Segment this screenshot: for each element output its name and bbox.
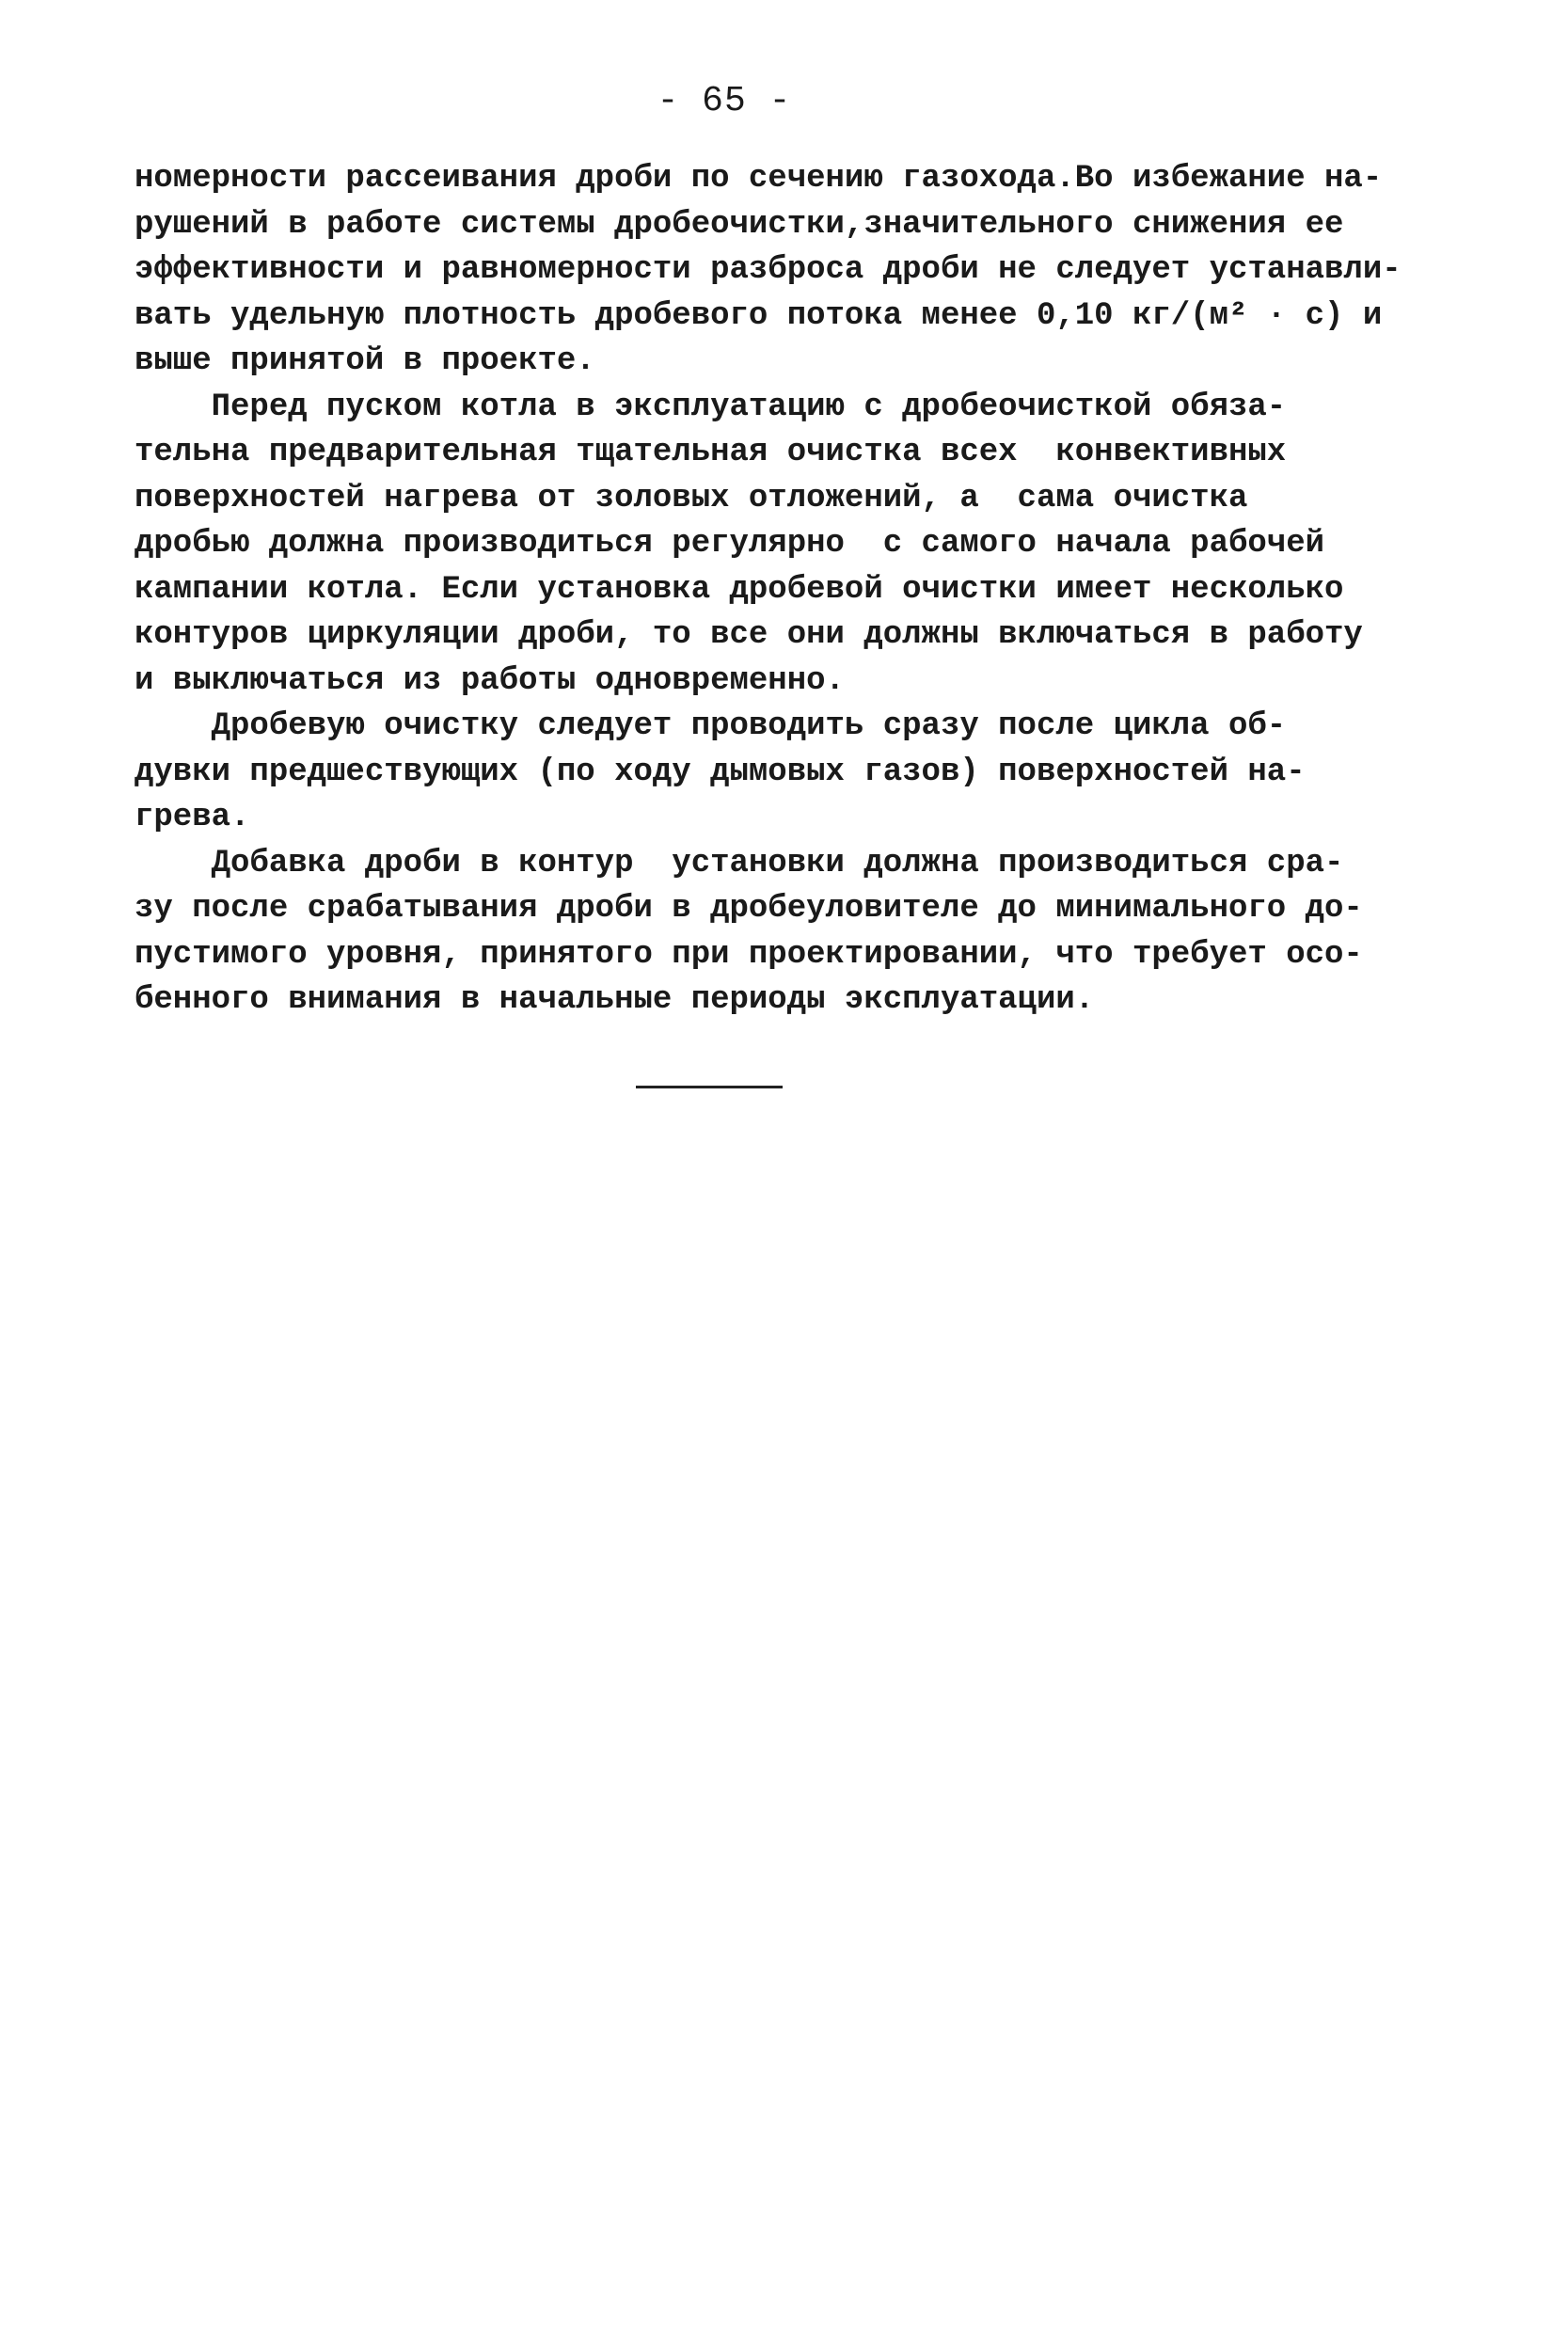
page-number: - 65 - bbox=[657, 81, 792, 121]
text-line: и выключаться из работы одновременно. bbox=[135, 662, 845, 699]
text-line: номерности рассеивания дроби по сечению газохода.Во избежание на- bbox=[135, 161, 1383, 197]
text-line: зу после срабатывания дроби в дробеуловителе до минимального до- bbox=[135, 891, 1363, 927]
text-line: дувки предшествующих (по ходу дымовых газов) поверхностей на- bbox=[135, 754, 1306, 790]
text-line: тельна предварительная тщательная очистка всех конвективных bbox=[135, 435, 1287, 470]
text-line: рушений в работе системы дробеочистки,значительного снижения ее bbox=[135, 206, 1344, 243]
text-line: выше принятой в проекте. bbox=[135, 343, 595, 379]
text-line: кампании котла. Если установка дробевой очистки имеет несколько bbox=[135, 571, 1344, 608]
text-line: Дробевую очистку следует проводить сразу после цикла об- bbox=[135, 708, 1287, 744]
text-line: эффективности и равномерности разброса дроби не следует устанавли- bbox=[135, 252, 1402, 288]
text-line: грева. bbox=[135, 800, 250, 835]
text-line: дробью должна производиться регулярно с самого начала рабочей bbox=[135, 526, 1325, 562]
body-text bbox=[135, 156, 1402, 1024]
text-line: контуров циркуляции дроби, то все они должны включаться в работу bbox=[135, 617, 1363, 653]
end-rule bbox=[636, 1086, 783, 1088]
text-line: бенного внимания в начальные периоды эксплуатации. bbox=[135, 982, 1095, 1018]
text-line: поверхностей нагрева от золовых отложений, а сама очистка bbox=[135, 480, 1248, 516]
text-line: вать удельную плотность дробевого потока менее 0,10 кг/(м² · с) и bbox=[135, 297, 1383, 334]
text-line: Добавка дроби в контур установки должна производиться сра- bbox=[135, 845, 1344, 881]
text-line: Перед пуском котла в эксплуатацию с дробеочисткой обяза- bbox=[135, 389, 1287, 425]
text-line: пустимого уровня, принятого при проектировании, что требует осо- bbox=[135, 936, 1363, 973]
